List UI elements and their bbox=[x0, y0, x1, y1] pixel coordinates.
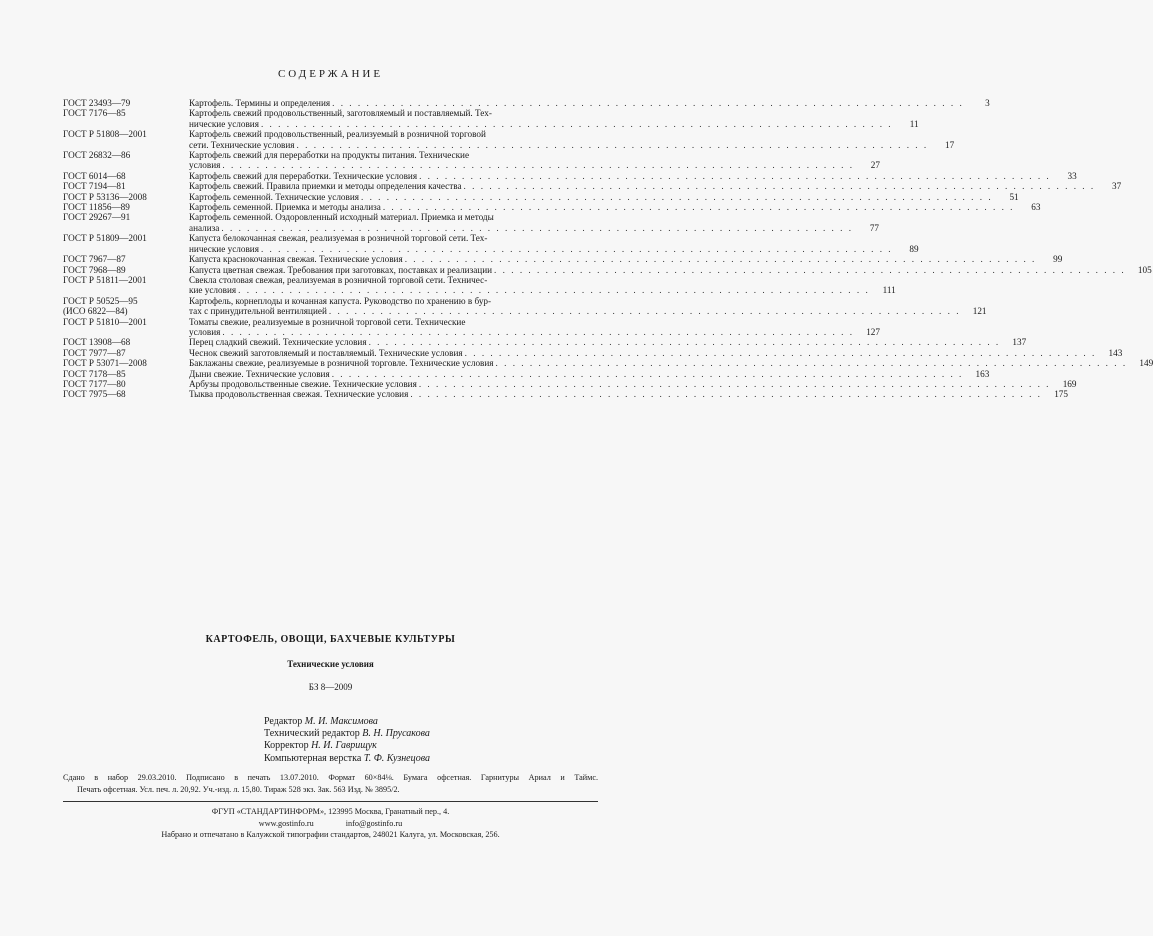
toc-entry-title bbox=[189, 265, 1152, 275]
title-last-line bbox=[189, 379, 1076, 389]
toc-entry-title bbox=[189, 317, 880, 338]
title-text: Картофель. Термины и определения bbox=[189, 98, 331, 108]
toc-entry-title bbox=[189, 369, 989, 379]
leader-dots bbox=[410, 389, 1042, 399]
title-text: условия bbox=[189, 326, 221, 337]
standard-number: ГОСТ 13908—68 bbox=[63, 337, 131, 348]
title-text: Дыни свежие. Технические условия bbox=[189, 368, 330, 379]
page-number[interactable]: 27 bbox=[870, 160, 880, 171]
title-last-line bbox=[189, 140, 954, 150]
standard-number: ГОСТ 7178—85 bbox=[63, 368, 126, 379]
title-last-line bbox=[189, 171, 1077, 181]
email-link[interactable]: info@gostinfo.ru bbox=[345, 818, 403, 828]
page-number[interactable]: 77 bbox=[869, 222, 880, 233]
toc-entry bbox=[63, 98, 990, 108]
title-line: Томаты свежие, реализуемые в розничной торговой сети. Технические bbox=[189, 316, 466, 327]
toc-entry-title bbox=[189, 202, 1040, 212]
page-number[interactable]: 37 bbox=[1112, 181, 1122, 192]
title-line: Картофель свежий для переработки на продукты питания. Технические bbox=[189, 150, 470, 161]
toc-entry-title bbox=[189, 212, 879, 233]
toc-title: СОДЕРЖАНИЕ bbox=[277, 68, 384, 80]
toc-entry bbox=[63, 191, 1019, 202]
toc-entry-code bbox=[63, 192, 189, 202]
publisher-contacts bbox=[0, 818, 661, 830]
toc-entry-code bbox=[63, 296, 189, 317]
toc-entry-code bbox=[63, 348, 189, 358]
title-line: Картофель семенной. Оздоровленный исходный материал. Приемка и методы bbox=[189, 212, 494, 223]
toc-entry bbox=[63, 295, 987, 317]
publisher-block bbox=[0, 806, 661, 841]
leader-dots bbox=[419, 171, 1051, 181]
standard-number: ГОСТ 7977—87 bbox=[63, 347, 126, 358]
leader-dots bbox=[464, 181, 1096, 191]
title-last-line bbox=[189, 327, 880, 337]
standard-number: ГОСТ Р 53071—2008 bbox=[63, 358, 147, 369]
standard-number: ГОСТ Р 53136—2008 bbox=[63, 191, 147, 202]
title-last-line bbox=[189, 306, 987, 316]
title-text: условия bbox=[189, 160, 221, 171]
title-last-line bbox=[189, 244, 919, 254]
title-last-line bbox=[189, 192, 1019, 202]
website-link[interactable]: www.gostinfo.ru bbox=[258, 818, 314, 828]
title-text: Картофель свежий для переработки. Технические условия bbox=[189, 170, 418, 181]
title-last-line bbox=[189, 254, 1062, 264]
staff-layout: Компьютерная верстка Т. Ф. Кузнецова bbox=[264, 752, 431, 764]
title-last-line bbox=[189, 181, 1121, 191]
staff-editor: Редактор М. И. Максимова bbox=[264, 716, 378, 727]
title-text: Картофель свежий. Правила приемки и методы определения качества bbox=[189, 181, 462, 192]
page-number[interactable]: 121 bbox=[972, 306, 987, 317]
page-number[interactable]: 51 bbox=[1009, 191, 1019, 202]
toc-entry-title bbox=[189, 233, 919, 254]
title-line: Картофель свежий продовольственный, заготовляемый и поставляемый. Тех- bbox=[189, 108, 492, 119]
title-text: Чеснок свежий заготовляемый и поставляемый. Технические условия bbox=[189, 347, 463, 358]
title-text: нические условия bbox=[189, 243, 259, 254]
standard-number: ГОСТ Р 51809—2001 bbox=[63, 233, 147, 244]
toc-entry-code bbox=[63, 212, 189, 233]
toc-entry-code bbox=[63, 275, 189, 296]
publisher-address: ФГУП «СТАНДАРТИНФОРМ», 123995 Москва, Гранатный пер., 4. bbox=[211, 807, 450, 816]
title-line: Картофель свежий продовольственный, реализуемый в розничной торговой bbox=[189, 129, 486, 140]
title-last-line bbox=[189, 285, 896, 295]
standard-number: ГОСТ 26832—86 bbox=[63, 150, 131, 161]
toc-entry-code bbox=[63, 379, 189, 389]
printer-info: Набрано и отпечатано в Калужской типографии стандартов, 248021 Калуга, ул. Московская, 256. bbox=[161, 830, 500, 839]
leader-dots bbox=[369, 337, 1001, 347]
standard-number: ГОСТ 7176—85 bbox=[63, 108, 126, 119]
collection-spec: Технические условия bbox=[287, 659, 374, 669]
staff-proofreader: Корректор Н. И. Гаврищук bbox=[264, 740, 377, 752]
page-number[interactable]: 143 bbox=[1108, 347, 1123, 358]
print-details bbox=[63, 772, 598, 796]
title-line: Картофель, корнеплоды и кочанная капуста. Руководство по хранению в бур- bbox=[189, 295, 492, 306]
page-number[interactable]: 89 bbox=[909, 243, 919, 254]
page-number[interactable]: 149 bbox=[1139, 358, 1153, 369]
leader-dots bbox=[261, 244, 893, 254]
leader-dots bbox=[222, 327, 854, 337]
title-text: Капуста цветная свежая. Требования при заготовках, поставках и реализации bbox=[189, 264, 493, 275]
toc-entry-code bbox=[63, 337, 189, 347]
standard-number: ГОСТ Р 50525—95 bbox=[63, 295, 138, 306]
page-number[interactable]: 33 bbox=[1067, 170, 1077, 181]
toc-entry bbox=[63, 108, 919, 129]
toc-entry-title bbox=[189, 337, 1026, 347]
title-line: Свекла столовая свежая, реализуемая в розничной торговой сети. Техничес- bbox=[189, 274, 488, 285]
staff-tech-editor: Технический редактор В. Н. Прусакова bbox=[264, 728, 430, 740]
leader-dots bbox=[329, 306, 961, 316]
page-number[interactable]: 163 bbox=[975, 368, 990, 379]
title-last-line bbox=[189, 98, 990, 108]
toc-entry-code bbox=[63, 233, 189, 254]
title-last-line bbox=[189, 202, 1040, 212]
leader-dots bbox=[221, 223, 853, 233]
leader-dots bbox=[222, 160, 854, 170]
leader-dots bbox=[261, 119, 893, 129]
toc-entry-code bbox=[63, 108, 189, 129]
leader-dots bbox=[297, 140, 929, 150]
toc-entry-code bbox=[63, 369, 189, 379]
toc-entry bbox=[63, 389, 1068, 400]
standard-number: ГОСТ 7194—81 bbox=[63, 181, 126, 192]
standard-number: ГОСТ 6014—68 bbox=[63, 170, 126, 181]
toc-entry-title bbox=[189, 275, 896, 296]
toc-entry-code bbox=[63, 254, 189, 264]
toc-entry-code bbox=[63, 181, 189, 191]
title-text: Арбузы продовольственные свежие. Технические условия bbox=[189, 378, 417, 389]
page-number[interactable]: 137 bbox=[1012, 337, 1027, 348]
bbk-code: БЗ 8—2009 bbox=[308, 682, 353, 692]
toc-entry-title bbox=[189, 171, 1077, 181]
toc-entry-title bbox=[189, 98, 990, 108]
toc-entry-code bbox=[63, 171, 189, 181]
toc-entry bbox=[63, 337, 1027, 348]
standard-number: ГОСТ Р 51810—2001 bbox=[63, 316, 147, 327]
title-text: сети. Технические условия bbox=[189, 139, 295, 150]
print-line-2: Печать офсетная. Усл. печ. л. 20,92. Уч.-изд. л. 15,80. Тираж 528 экз. Зак. 563 Изд. № 3895/2. bbox=[77, 785, 400, 794]
title-text: Капуста краснокочанная свежая. Технические условия bbox=[189, 254, 403, 265]
toc-entry bbox=[63, 202, 1041, 213]
title-text: Перец сладкий свежий. Технические условия bbox=[189, 337, 367, 348]
title-last-line bbox=[189, 119, 919, 129]
toc-entry bbox=[63, 274, 896, 296]
toc-entry bbox=[63, 254, 1063, 265]
title-text: кие условия bbox=[189, 285, 237, 296]
standard-number: ГОСТ 7968—89 bbox=[63, 264, 126, 275]
toc-entry-code bbox=[63, 98, 189, 108]
toc-entry-title bbox=[189, 358, 1153, 368]
title-line: Капуста белокочанная свежая, реализуемая в розничной торговой сети. Тех- bbox=[189, 233, 488, 244]
title-last-line bbox=[189, 265, 1152, 275]
title-last-line bbox=[189, 369, 989, 379]
leader-dots bbox=[383, 202, 1015, 212]
title-text: Баклажаны свежие, реализуемые в розничной торговле. Технические условия bbox=[189, 358, 494, 369]
page-number[interactable]: 175 bbox=[1054, 389, 1068, 400]
toc-entry-code bbox=[63, 317, 189, 338]
toc-entry-code bbox=[63, 202, 189, 212]
table-of-contents bbox=[63, 98, 1153, 400]
print-line-1: Сдано в набор 29.03.2010. Подписано в печать 13.07.2010. Формат 60×84⅛. Бумага офсетная. Гарнитуры Ариал и Таймс. bbox=[63, 773, 598, 782]
toc-entry bbox=[63, 347, 1123, 358]
standard-number-iso: (ИСО 6822—84) bbox=[63, 306, 128, 317]
leader-dots bbox=[332, 369, 964, 379]
toc-entry-title bbox=[189, 296, 987, 317]
page-number[interactable]: 127 bbox=[866, 326, 880, 337]
toc-entry-title bbox=[189, 348, 1122, 358]
page-number[interactable]: 105 bbox=[1137, 264, 1152, 275]
page-number[interactable]: 111 bbox=[882, 285, 896, 296]
standard-number: ГОСТ Р 51808—2001 bbox=[63, 129, 147, 140]
toc-entry-title bbox=[189, 150, 880, 171]
toc-entry-code bbox=[63, 389, 189, 399]
divider bbox=[63, 801, 598, 802]
leader-dots bbox=[238, 285, 870, 295]
toc-entry-title bbox=[189, 379, 1076, 389]
toc-entry-code bbox=[63, 358, 189, 368]
leader-dots bbox=[361, 192, 993, 202]
leader-dots bbox=[494, 265, 1126, 275]
toc-entry bbox=[63, 358, 1153, 369]
toc-entry bbox=[63, 129, 955, 150]
title-last-line bbox=[189, 160, 880, 170]
title-text: нические условия bbox=[189, 118, 259, 129]
standard-number: ГОСТ 23493—79 bbox=[63, 98, 131, 108]
title-last-line bbox=[189, 358, 1153, 368]
toc-entry-title bbox=[189, 254, 1062, 264]
standard-number: ГОСТ 7967—87 bbox=[63, 254, 126, 265]
toc-entry-code bbox=[63, 150, 189, 171]
leader-dots bbox=[465, 348, 1097, 358]
toc-entry bbox=[63, 378, 1077, 389]
toc-entry-title bbox=[189, 108, 919, 129]
title-text: Тыква продовольственная свежая. Технические условия bbox=[189, 389, 409, 400]
title-text: Картофель семенной. Технические условия bbox=[189, 191, 359, 202]
collection-subject: КАРТОФЕЛЬ, ОВОЩИ, БАХЧЕВЫЕ КУЛЬТУРЫ bbox=[205, 634, 456, 645]
toc-entry-title bbox=[189, 129, 954, 150]
standard-number: ГОСТ 11856—89 bbox=[63, 202, 130, 213]
leader-dots bbox=[405, 254, 1037, 264]
toc-entry bbox=[63, 368, 990, 379]
leader-dots bbox=[419, 379, 1051, 389]
toc-entry-title bbox=[189, 192, 1019, 202]
toc-entry-code bbox=[63, 265, 189, 275]
standard-number: ГОСТ Р 51811—2001 bbox=[63, 274, 147, 285]
toc-entry bbox=[63, 233, 919, 254]
leader-dots bbox=[496, 358, 1128, 368]
toc-entry bbox=[63, 150, 880, 171]
standard-number: ГОСТ 29267—91 bbox=[63, 212, 131, 223]
title-last-line bbox=[189, 223, 879, 233]
toc-entry-code bbox=[63, 129, 189, 150]
title-text: анализа bbox=[189, 222, 220, 233]
page-number[interactable]: 63 bbox=[1031, 202, 1041, 213]
page-number[interactable]: 11 bbox=[909, 118, 919, 129]
standard-number: ГОСТ 7975—68 bbox=[63, 389, 126, 400]
toc-entry bbox=[63, 170, 1077, 181]
leader-dots bbox=[332, 98, 964, 108]
toc-entry-title bbox=[189, 389, 1068, 399]
toc-entry bbox=[63, 181, 1122, 192]
toc-entry bbox=[63, 212, 880, 233]
page-number[interactable]: 17 bbox=[944, 139, 955, 150]
title-last-line bbox=[189, 348, 1122, 358]
toc-entry bbox=[63, 316, 880, 338]
toc-entry bbox=[63, 264, 1152, 275]
toc-entry-title bbox=[189, 181, 1121, 191]
page-number[interactable]: 99 bbox=[1053, 254, 1063, 265]
title-text: тах с принудительной вентиляцией bbox=[189, 306, 327, 317]
title-last-line bbox=[189, 389, 1068, 399]
standard-number: ГОСТ 7177—80 bbox=[63, 378, 126, 389]
editorial-staff bbox=[264, 716, 430, 765]
page-number[interactable]: 169 bbox=[1062, 378, 1077, 389]
page-number[interactable]: 3 bbox=[985, 98, 990, 108]
title-text: Картофель семенной. Приемка и методы анализа bbox=[189, 202, 381, 213]
title-last-line bbox=[189, 337, 1026, 347]
